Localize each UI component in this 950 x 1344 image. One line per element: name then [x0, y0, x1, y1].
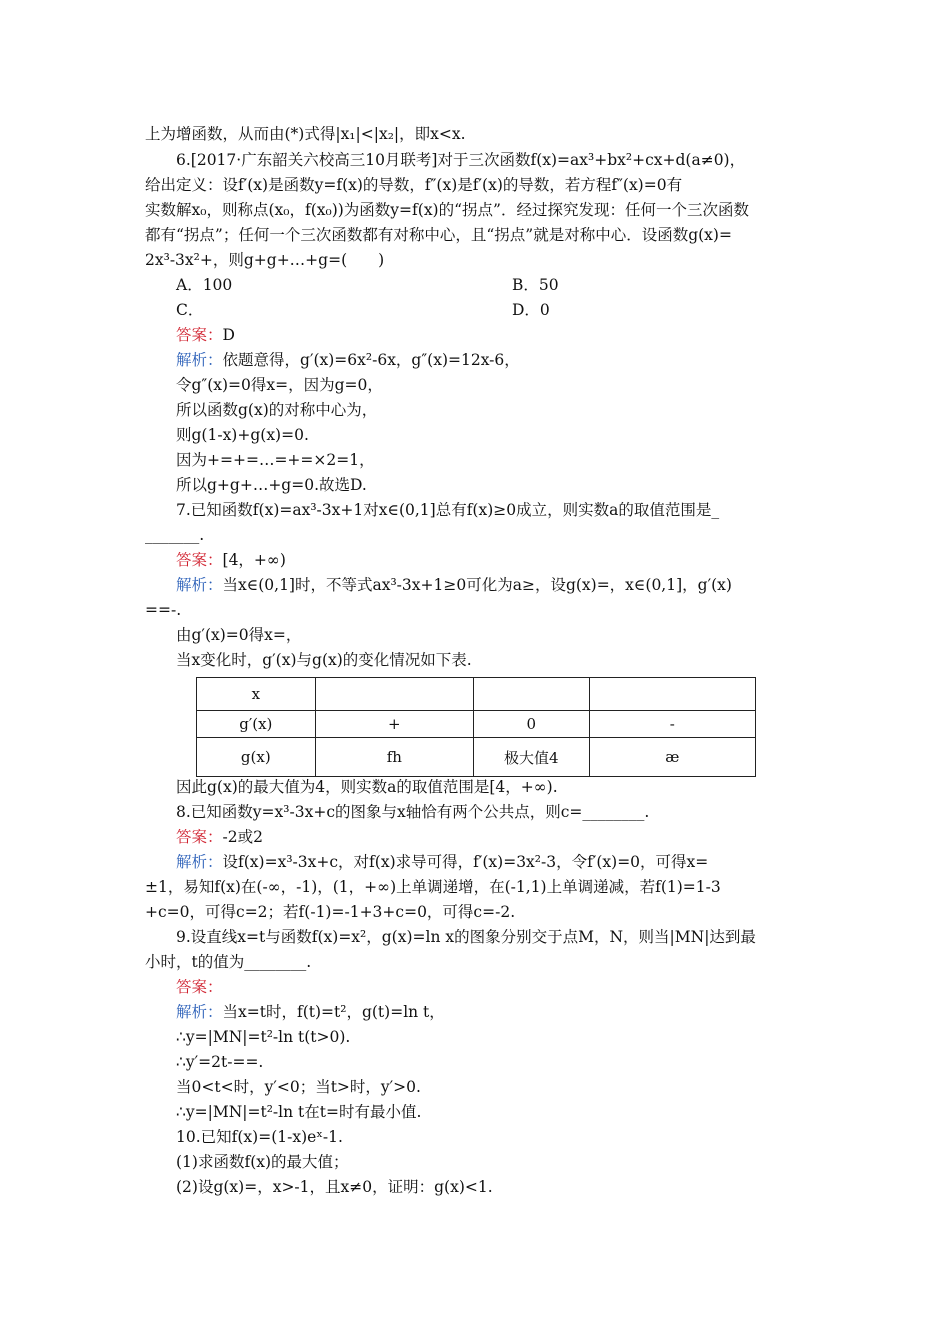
table-cell: x: [197, 678, 316, 711]
question-6-text: 实数解x₀，则称点(x₀，f(x₀))为函数y=f(x)的“拐点”．经过探究发现：任何一个三次函数: [145, 201, 749, 219]
analysis-text: 当x∈(0,1]时，不等式ax³-3x+1≥0可化为a≥，设g(x)=，x∈(0,1]，g′(x): [222, 576, 732, 594]
analysis-6-line: 令g″(x)=0得x=，因为g=0，: [176, 376, 383, 394]
analysis-7-line: 当x变化时，g′(x)与g(x)的变化情况如下表.: [176, 651, 472, 669]
question-9-text: 9.设直线x=t与函数f(x)=x²，g(x)=ln x的图象分别交于点M，N，则当|MN|达到最: [176, 928, 756, 946]
analysis-7-line: ==-.: [145, 601, 182, 619]
analysis-8-line: +c=0，可得c=2；若f(-1)=-1+3+c=0，可得c=-2.: [145, 903, 516, 921]
question-9-text: 小时，t的值为________.: [145, 953, 312, 971]
analysis-text: 依题意得，g′(x)=6x²-6x，g″(x)=12x-6，: [222, 351, 520, 369]
option-c: C．: [176, 301, 204, 319]
analysis-label: 解析：: [176, 1003, 223, 1021]
analysis-9-line: ∴y=|MN|=t²-ln t(t>0).: [176, 1028, 351, 1046]
table-cell: fh: [315, 738, 473, 777]
answer-8: [176, 825, 810, 850]
question-6-text: 都有“拐点”；任何一个三次函数都有对称中心，且“拐点”就是对称中心．设函数g(x)=: [145, 226, 732, 244]
analysis-8: [176, 850, 810, 875]
answer-9: [176, 975, 810, 1000]
analysis-text: 当x=t时，f(t)=t²，g(t)=ln t，: [222, 1003, 445, 1021]
analysis-9-line: ∴y=|MN|=t²-ln t在t=时有最小值.: [176, 1103, 422, 1121]
analysis-text: 设f(x)=x³-3x+c，对f(x)求导可得，f′(x)=3x²-3，令f′(x)=0，可得x=: [222, 853, 709, 871]
analysis-8-line: ±1，易知f(x)在(-∞，-1)，(1，+∞)上单调递增，在(-1,1)上单调递减，若f(1)=1-3: [145, 878, 721, 896]
table-cell: 0: [474, 711, 590, 738]
analysis-label: 解析：: [176, 576, 223, 594]
question-10-text: (1)求函数f(x)的最大值；: [176, 1153, 349, 1171]
question-8-text: 8.已知函数y=x³-3x+c的图象与x轴恰有两个公共点，则c=________.: [176, 803, 650, 821]
answer-7: [176, 548, 810, 573]
analysis-6-line: 因为+=+=…=+=×2=1，: [176, 451, 375, 469]
analysis-6-line: 所以函数g(x)的对称中心为，: [176, 401, 378, 419]
option-b: B．50: [512, 276, 559, 294]
analysis-9: [176, 1000, 810, 1025]
analysis-label: 解析：: [176, 351, 223, 369]
table-row: [197, 738, 756, 777]
analysis-9-line: 当0<t<时，y′<0；当t>时，y′>0.: [176, 1078, 421, 1096]
answer-6: [176, 323, 810, 348]
answer-value: [4，+∞): [222, 551, 286, 569]
question-6-text: 6.[2017·广东韶关六校高三10月联考]对于三次函数f(x)=ax³+bx²+cx+d(a≠0)，: [176, 151, 746, 169]
table-cell: g′(x): [197, 711, 316, 738]
analysis-7-line: 因此g(x)的最大值为4，则实数a的取值范围是[4，+∞).: [176, 778, 558, 796]
question-10-text: 10.已知f(x)=(1-x)eˣ-1.: [176, 1128, 343, 1146]
table-cell: [474, 678, 590, 711]
answer-label: 答案：: [176, 978, 223, 996]
table-cell: g(x): [197, 738, 316, 777]
question-7-text: 7.已知函数f(x)=ax³-3x+1对x∈(0,1]总有f(x)≥0成立，则实数a的取值范围是_: [176, 501, 720, 519]
question-6-text: 给出定义：设f′(x)是函数y=f(x)的导数，f″(x)是f′(x)的导数，若方程f″(x)=0有: [145, 176, 683, 194]
analysis-7-line: 由g′(x)=0得x=，: [176, 626, 302, 644]
option-a: A．100: [176, 276, 233, 294]
table-cell: æ: [589, 738, 755, 777]
table-cell: 极大值4: [474, 738, 590, 777]
question-10-text: (2)设g(x)=，x>-1，且x≠0，证明：g(x)<1.: [176, 1178, 493, 1196]
answer-label: 答案：: [176, 326, 223, 344]
question-7-text: _______.: [145, 526, 205, 544]
table-cell: -: [589, 711, 755, 738]
answer-label: 答案：: [176, 551, 223, 569]
table-cell: [589, 678, 755, 711]
analysis-9-line: ∴y′=2t-==.: [176, 1053, 264, 1071]
variation-table: [196, 677, 756, 777]
analysis-7: [176, 573, 810, 598]
analysis-label: 解析：: [176, 853, 223, 871]
answer-label: 答案：: [176, 828, 223, 846]
question-6-text: 2x³-3x²+，则g+g+…+g=( ): [145, 251, 385, 269]
analysis-6: [176, 348, 810, 373]
table-cell: +: [315, 711, 473, 738]
analysis-6-line: 所以g+g+…+g=0.故选D.: [176, 476, 367, 494]
analysis-6-line: 则g(1-x)+g(x)=0.: [176, 426, 309, 444]
text-line: 上为增函数，从而由(*)式得|x₁|<|x₂|，即x<x.: [145, 125, 466, 143]
table-row: [197, 711, 756, 738]
option-d: D．0: [512, 301, 550, 319]
table-cell: [315, 678, 473, 711]
answer-value: D: [222, 326, 235, 344]
table-row: [197, 678, 756, 711]
answer-value: -2或2: [222, 828, 263, 846]
